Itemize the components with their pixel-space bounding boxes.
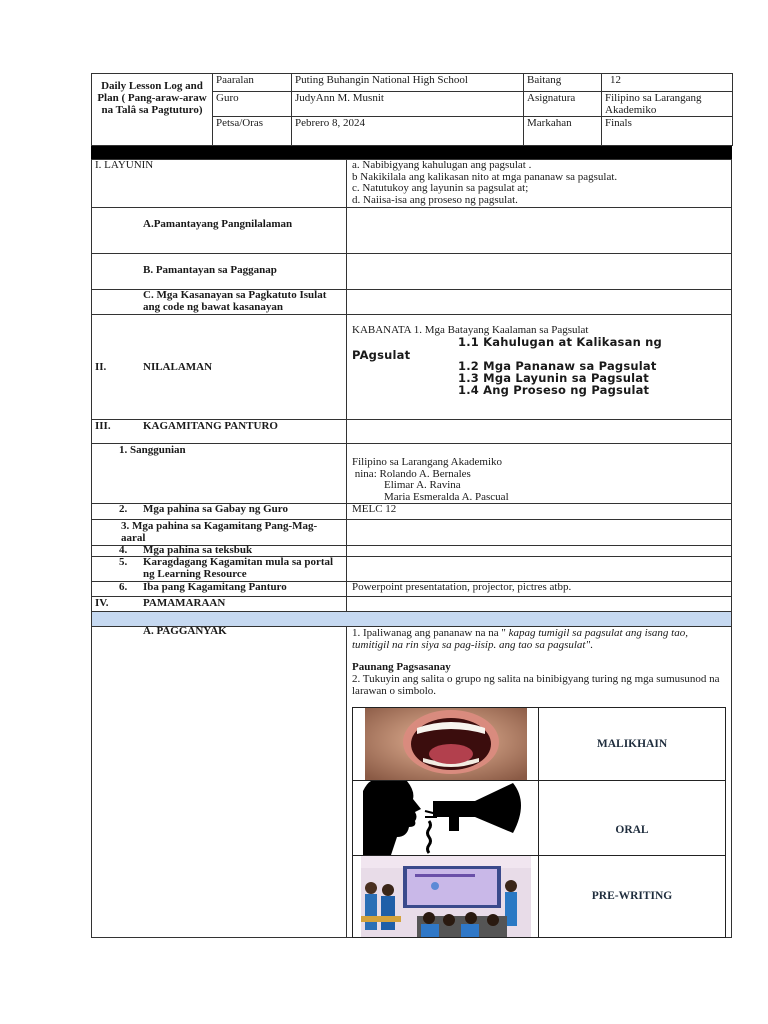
classroom-photo-icon (361, 856, 531, 937)
value-guro: JudyAnn M. Musnit (292, 92, 524, 117)
question-1-quote: kapag tumigil sa pagsulat ang isang tao, tumitigil na rin siya sa pag-iisip. ang tao sa pagsulat" (352, 627, 688, 651)
label-petsa: Petsa/Oras (213, 117, 292, 146)
layunin-label: I. LAYUNIN (95, 159, 154, 171)
label-guro: Guro (213, 92, 292, 117)
iba-pang-kagamitan-label: Iba pang Kagamitang Panturo (143, 581, 287, 593)
pagganyak-question-1 (352, 627, 724, 651)
pamamaraan-label: PAMAMARAAN (143, 597, 226, 609)
question-1-lead: 1. Ipaliwanag ang pananaw na na " (352, 627, 509, 639)
row6-num: 6. (119, 581, 128, 593)
dll-title: Daily Lesson Log and Plan ( Pang-araw-araw na Talâ sa Pagtuturo) (92, 74, 213, 146)
nilalaman-label: NILALAMAN (143, 361, 213, 373)
layunin-item-d: d. Naiisa-isa ang proseso ng pagsulat. (352, 193, 518, 206)
layunin-item-a: a. Nabibigyang kahulugan ang pagsulat . (352, 159, 532, 171)
label-paaralan: Paaralan (213, 74, 292, 92)
kagamitan-label: KAGAMITANG PANTURO (143, 420, 278, 432)
row-line (91, 443, 732, 444)
reference-book: Filipino sa Larangang Akademiko (352, 456, 502, 468)
reference-author-2: Elimar A. Ravina (384, 479, 461, 491)
value-asignatura: Filipino sa Larangang Akademiko (602, 92, 733, 117)
row4-num: 4. (119, 544, 128, 556)
value-baitang: 12 (602, 74, 733, 92)
symbol-label-malikhain: MALIKHAIN (596, 738, 668, 750)
reference-author-3: Maria Esmeralda A. Pascual (384, 490, 509, 503)
label-asignatura: Asignatura (524, 92, 602, 117)
row-line (91, 207, 732, 208)
mga-kasanayan: C. Mga Kasanayan sa Pagkatuto Isulat ang code ng bawat kasanayan (143, 289, 327, 313)
pamamaraan-num: IV. (95, 597, 109, 609)
reference-author-1: nina: Rolando A. Bernales (352, 468, 471, 480)
row-line (91, 314, 732, 315)
paunang-pagsasanay-heading: Paunang Pagsasanay (352, 661, 451, 673)
row5-num: 5. (119, 556, 128, 568)
symbol-label-pre-writing: PRE-WRITING (591, 890, 673, 902)
pamantayan-sa-pagganap: B. Pamantayan sa Pagganap (143, 264, 277, 276)
iba-pang-kagamitan-value: Powerpoint presentatation, projector, pictres atbp. (352, 581, 572, 593)
teksbuk-label: Mga pahina sa teksbuk (143, 544, 253, 556)
topic-1-3: 1.3 Mga Layunin sa Pagsulat (458, 371, 649, 385)
row-line (91, 253, 732, 254)
image-symbol-table (352, 707, 726, 938)
topic-1-1: 1.1 Kahulugan at Kalikasan ng (458, 335, 662, 349)
karagdagang-kagamitan-label: Karagdagang Kagamitan mula sa portal ng Learning Resource (143, 556, 334, 580)
kagamitang-pang-mag-aaral-label: 3. Mga pahina sa Kagamitang Pang-Mag-aaral (121, 520, 318, 544)
megaphone-silhouette-icon (363, 781, 531, 855)
value-paaralan: Puting Buhangin National High School (292, 74, 524, 92)
kabanata-title: KABANATA 1. Mga Batayang Kaalaman sa Pagsulat (352, 324, 589, 336)
topic-1-4: 1.4 Ang Proseso ng Pagsulat (458, 383, 650, 397)
gabay-ng-guro-label: Mga pahina sa Gabay ng Guro (143, 503, 288, 515)
gabay-ng-guro-value: MELC 12 (352, 503, 397, 515)
topic-1-1-cont: PAgsulat (352, 348, 411, 362)
header-table (91, 73, 733, 146)
label-baitang: Baitang (524, 74, 602, 92)
topic-1-2: 1.2 Mga Pananaw sa Pagsulat (458, 359, 657, 373)
value-petsa: Pebrero 8, 2024 (292, 117, 524, 146)
pagganyak-question-2: 2. Tukuyin ang salita o grupo ng salita na binibigyang turing ng mga sumusunod na larawan o simbolo. (352, 673, 720, 697)
layunin-item-c: c. Natutukoy ang layunin sa pagsulat at; (352, 182, 529, 194)
pagganyak-label: A. PAGGANYAK (143, 625, 227, 637)
section-divider-bar (91, 146, 732, 159)
row2-num: 2. (119, 503, 128, 515)
pamantayang-pangnilalaman: A.Pamantayang Pangnilalaman (143, 218, 293, 230)
label-markahan: Markahan (524, 117, 602, 146)
kagamitan-num: III. (95, 420, 111, 432)
sanggunian-label: 1. Sanggunian (119, 444, 186, 456)
value-markahan: Finals (602, 117, 733, 146)
symbol-label-oral: ORAL (615, 824, 649, 836)
open-mouth-photo-icon (365, 708, 527, 780)
pamamaraan-band (92, 612, 731, 626)
question-1-end: . (590, 639, 593, 651)
column-divider (346, 159, 347, 938)
nilalaman-num: II. (95, 361, 107, 373)
layunin-item-b: b Nakikilala ang kalikasan nito at mga pananaw sa pagsulat. (352, 170, 618, 183)
